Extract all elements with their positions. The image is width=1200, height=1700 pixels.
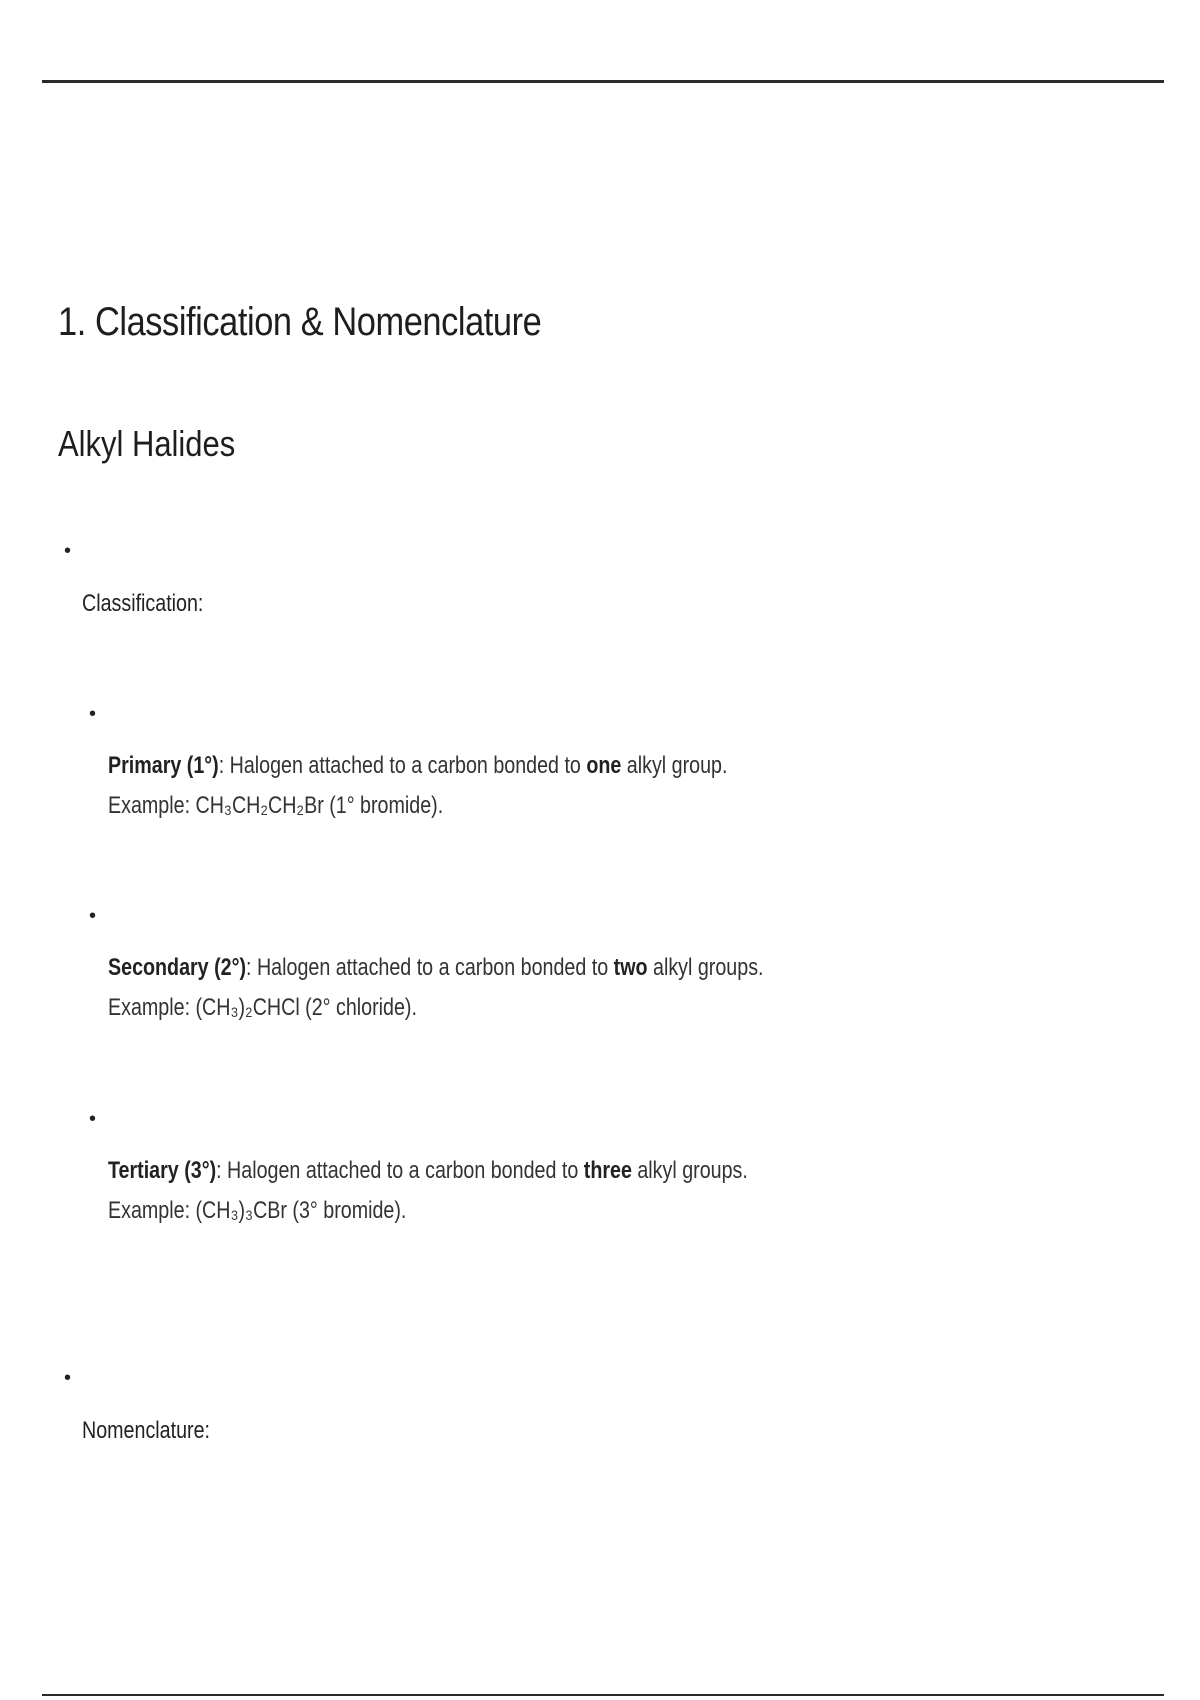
bullet-icon: • <box>89 905 97 927</box>
list-item-primary: Primary (1°): Halogen attached to a carbon bonded to one alkyl group. Example: CH₃CH₂CH₂Br (1° bromide). <box>108 746 727 826</box>
example-primary: Example: CH₃CH₂CH₂Br (1° bromide). <box>108 792 444 819</box>
nomenclature-label: Nomenclature: <box>82 1417 210 1444</box>
term-tertiary: Tertiary (3°) <box>108 1157 217 1184</box>
bullet-icon: • <box>64 540 72 562</box>
example-tertiary: Example: (CH₃)₃CBr (3° bromide). <box>108 1197 407 1224</box>
bottom-rule <box>42 1694 1164 1696</box>
list-item-secondary: Secondary (2°): Halogen attached to a carbon bonded to two alkyl groups. Example: (CH₃)₂CHCl (2° chloride). <box>108 948 764 1028</box>
section-title: 1. Classification & Nomenclature <box>58 300 542 344</box>
example-secondary: Example: (CH₃)₂CHCl (2° chloride). <box>108 994 417 1021</box>
bullet-icon: • <box>64 1367 72 1389</box>
bullet-icon: • <box>89 1108 97 1130</box>
classification-label: Classification: <box>82 590 204 617</box>
list-item-tertiary: Tertiary (3°): Halogen attached to a carbon bonded to three alkyl groups. Example: (CH₃)₃CBr (3° bromide). <box>108 1151 748 1231</box>
term-secondary: Secondary (2°) <box>108 954 247 981</box>
top-rule <box>42 80 1164 83</box>
bullet-icon: • <box>89 703 97 725</box>
subsection-title: Alkyl Halides <box>58 423 236 464</box>
term-primary: Primary (1°) <box>108 752 219 779</box>
